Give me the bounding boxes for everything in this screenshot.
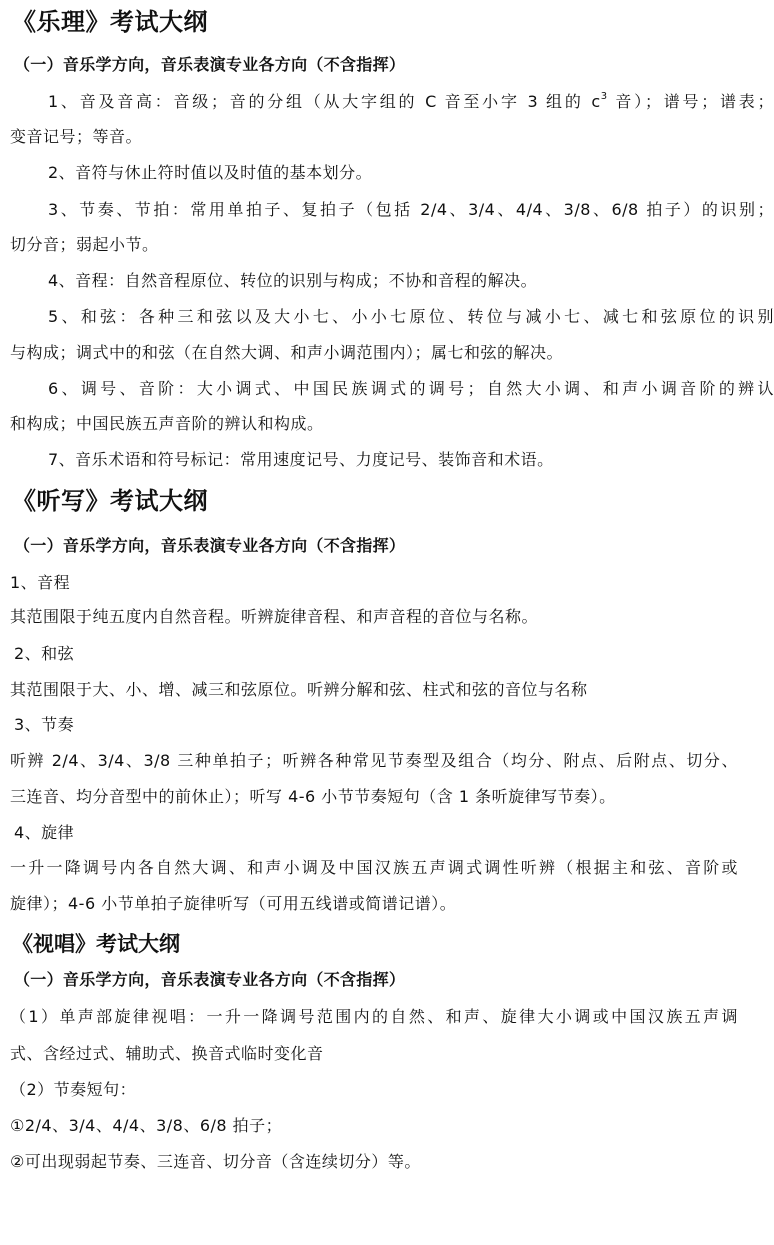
- dictation-paragraph-4-line-1: 一升一降调号内各自然大调、和声小调及中国汉族五声调式调性听辨（根据主和弦、音阶或: [10, 858, 738, 877]
- dictation-paragraph-3-line-1: 听辨 2/4、3/4、3/8 三种单拍子；听辨各种常见节奏型及组合（均分、附点、后附点、切分、: [10, 751, 738, 770]
- sight-singing-paragraph-1-line-1: （1）单声部旋律视唱：一升一降调号范围内的自然、和声、旋律大小调或中国汉族五声调: [10, 1007, 738, 1026]
- theory-item-2: 2、音符与休止符时值以及时值的基本划分。: [48, 163, 373, 182]
- dictation-paragraph-3-line-2: 三连音、均分音型中的前休止）；听写 4-6 小节节奏短句（含 1 条听旋律写节奏）。: [10, 787, 616, 806]
- theory-item-6-line-2: 和构成；中国民族五声音阶的辨认和构成。: [10, 414, 324, 433]
- sight-singing-paragraph-2: （2）节奏短句：: [10, 1080, 137, 1099]
- dictation-paragraph-2: 其范围限于大、小、增、减三和弦原位。听辨分解和弦、柱式和弦的音位与名称: [10, 680, 588, 699]
- theory-item-3-line-2: 切分音；弱起小节。: [10, 235, 159, 254]
- dictation-heading-3: 3、节奏: [14, 715, 75, 734]
- sight-singing-paragraph-1-line-2: 式、含经过式、辅助式、换音式临时变化音: [10, 1044, 324, 1063]
- section-subtitle: （一）音乐学方向，音乐表演专业各方向（不含指挥）: [14, 55, 406, 74]
- theory-item-7: 7、音乐术语和符号标记：常用速度记号、力度记号、装饰音和术语。: [48, 450, 554, 469]
- section-title-sight-singing: 《视唱》考试大纲: [12, 932, 180, 956]
- section-title-dictation: 《听写》考试大纲: [12, 487, 208, 515]
- section-title-music-theory: 《乐理》考试大纲: [12, 8, 208, 36]
- dictation-paragraph-4-line-2: 旋律）；4-6 小节单拍子旋律听写（可用五线谱或简谱记谱）。: [10, 894, 457, 913]
- theory-item-5-line-1: 5、和弦：各种三和弦以及大小七、小小七原位、转位与减小七、减七和弦原位的识别: [48, 307, 774, 326]
- dictation-heading-1: 1、音程: [10, 573, 71, 592]
- theory-item-6-line-1: 6、调号、音阶：大小调式、中国民族调式的调号；自然大小调、和声小调音阶的辨认: [48, 379, 774, 398]
- dictation-heading-2: 2、和弦: [14, 644, 75, 663]
- theory-item-1-line-1: 1、音及音高：音级；音的分组（从大字组的 C 音至小字 3 组的 $c^3$ 音）；谱号；谱表；: [48, 90, 774, 111]
- theory-item-1-line-2: 变音记号；等音。: [10, 127, 143, 146]
- sight-singing-paragraph-4: ②可出现弱起节奏、三连音、切分音（含连续切分）等。: [10, 1152, 421, 1171]
- section-subtitle: （一）音乐学方向，音乐表演专业各方向（不含指挥）: [14, 970, 406, 989]
- theory-item-3-line-1: 3、节奏、节拍：常用单拍子、复拍子（包括 2/4、3/4、4/4、3/8、6/8 拍子）的识别；: [48, 200, 774, 219]
- theory-item-5-line-2: 与构成；调式中的和弦（在自然大调、和声小调范围内）；属七和弦的解决。: [10, 343, 564, 362]
- theory-item-4: 4、音程：自然音程原位、转位的识别与构成；不协和音程的解决。: [48, 271, 538, 290]
- dictation-paragraph-1: 其范围限于纯五度内自然音程。听辨旋律音程、和声音程的音位与名称。: [10, 607, 539, 626]
- section-subtitle: （一）音乐学方向，音乐表演专业各方向（不含指挥）: [14, 536, 406, 555]
- dictation-heading-4: 4、旋律: [14, 823, 75, 842]
- sight-singing-paragraph-3: ①2/4、3/4、4/4、3/8、6/8 拍子；: [10, 1116, 283, 1135]
